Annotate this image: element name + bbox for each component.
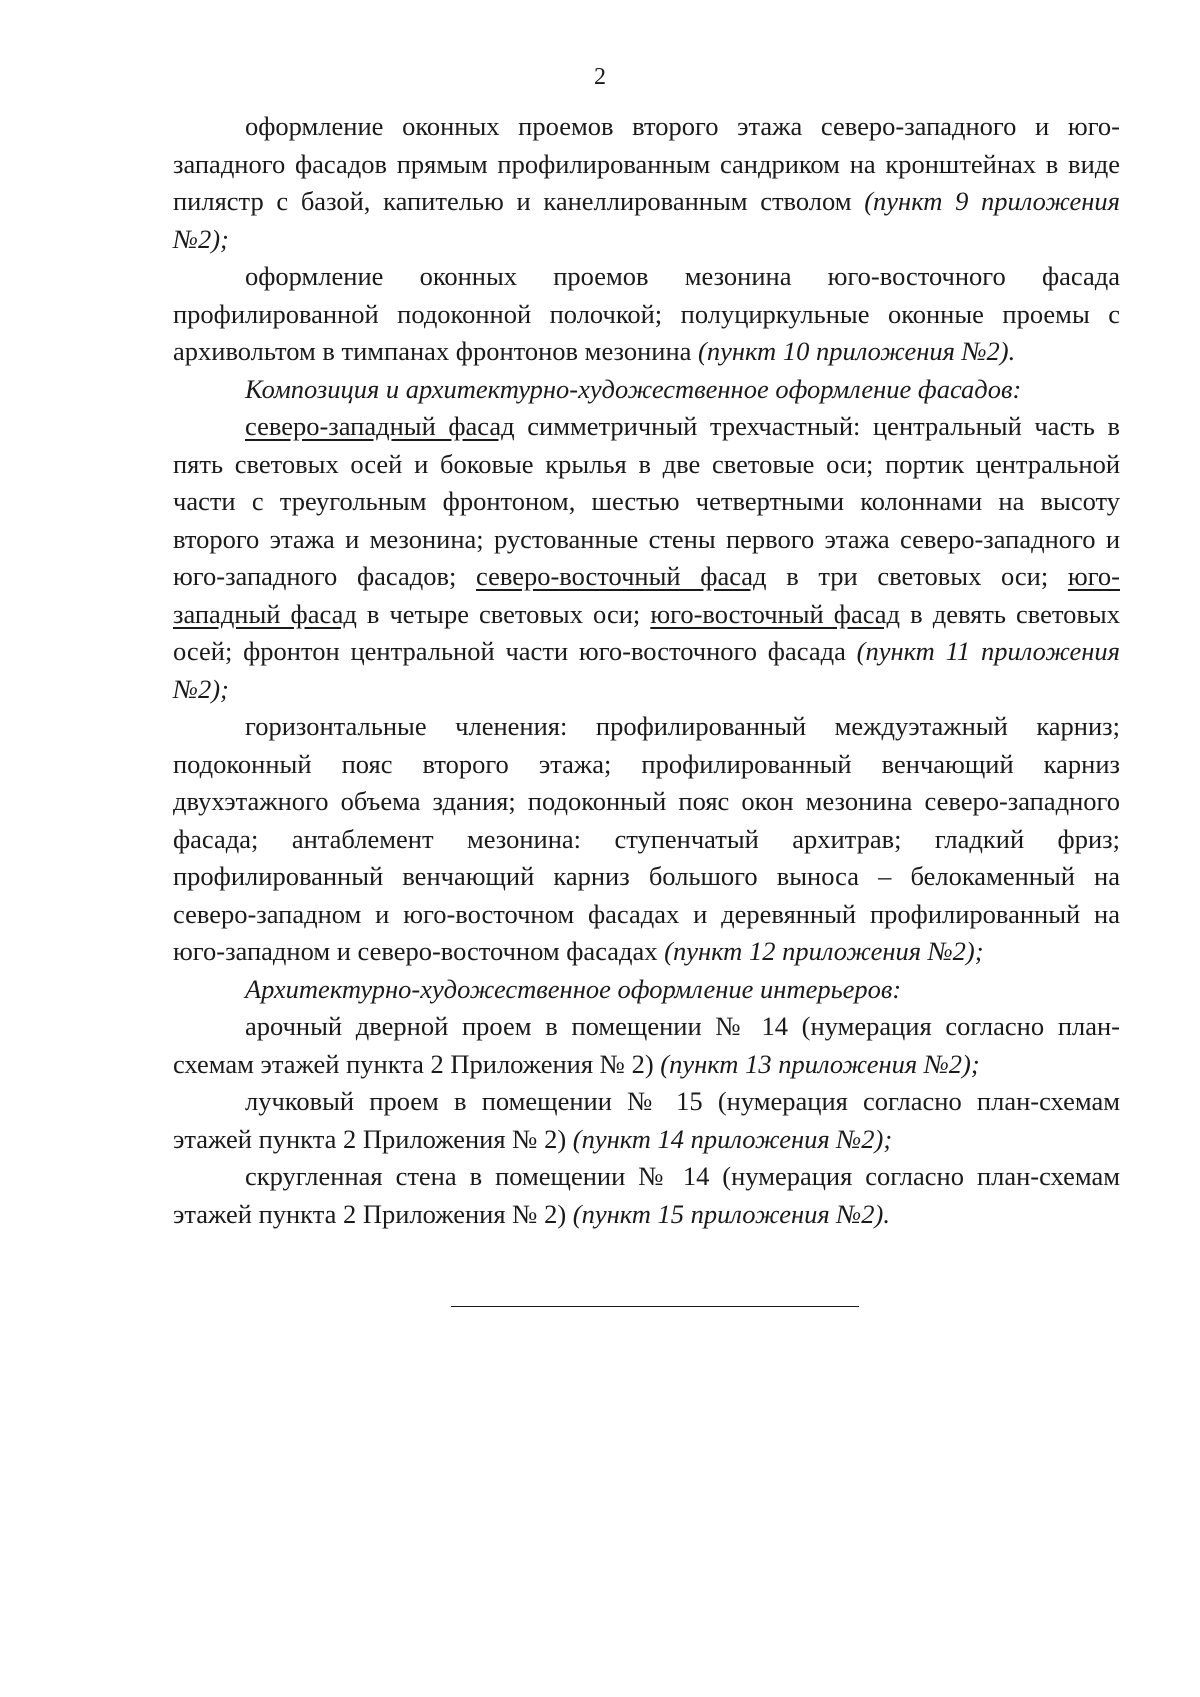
underlined-term-southeast-facade: юго-восточный фасад <box>650 598 901 629</box>
paragraph-text: в девять световых осей; фронтон центральной части юго-восточного фасада <box>173 598 1120 666</box>
paragraph-text: оформление оконных проемов мезонина юго-восточного фасада профилированной подоконной полочкой; полуциркульные оконные проемы с архивольтом в тимпанах фронтонов мезонина <box>173 261 1120 366</box>
paragraph-text: скругленная стена в помещении № 14 (нумерация согласно план-схемам этажей пункта 2 Приложения № 2) <box>173 1161 1120 1229</box>
paragraph-text: лучковый проем в помещении № 15 (нумерация согласно план-схемам этажей пункта 2 Приложения № 2) <box>173 1086 1120 1154</box>
paragraph-rounded-wall <box>173 1158 1120 1233</box>
paragraph-text: симметричный трехчастный: центральный часть в пять световых осей и боковые крылья в две световые оси; портик центральной части с треугольным фронтоном, шестью четвертными колоннами на высоту второго этажа и мезонина; рустованные стены первого этажа северо-западного и юго-западного фасадов; <box>173 411 1120 591</box>
appendix-reference: (пункт 9 приложения №2); <box>173 186 1120 254</box>
paragraph-text: арочный дверной проем в помещении № 14 (нумерация согласно план-схемам этажей пункта 2 Приложения № 2) <box>173 1011 1120 1079</box>
paragraph-text: горизонтальные членения: профилированный междуэтажный карниз; подоконный пояс второго этажа; профилированный венчающий карниз двухэтажного объема здания; подоконный пояс окон мезонина северо-западного фасада; антаблемент мезонина: ступенчатый архитрав; гладкий фриз; профилированный венчающий карниз большого выноса – белокаменный на северо-западном и юго-восточном фасадах и деревянный профилированный на юго-западном и северо-восточном фасадах <box>173 711 1120 966</box>
end-of-document-rule <box>451 1306 859 1307</box>
paragraph-text: в три световых оси; <box>766 561 1068 591</box>
paragraph-facade-composition <box>173 408 1120 708</box>
appendix-reference: (пункт 13 приложения №2); <box>660 1048 980 1079</box>
appendix-reference: (пункт 10 приложения №2). <box>698 336 1016 366</box>
paragraph-horizontal-divisions <box>173 708 1120 971</box>
page-number: 2 <box>594 64 606 90</box>
paragraph-mezzanine-window-openings <box>173 258 1120 371</box>
appendix-reference: (пункт 11 приложения №2); <box>173 636 1120 704</box>
paragraph-segmental-opening <box>173 1083 1120 1158</box>
paragraph-text: в четыре световых оси; <box>356 598 651 629</box>
underlined-term-northwest-facade: северо-западный фасад <box>245 411 515 441</box>
paragraph-window-openings-second-floor <box>173 108 1120 258</box>
appendix-reference: (пункт 12 приложения №2); <box>664 936 984 966</box>
paragraph-text: оформление оконных проемов второго этажа северо-западного и юго-западного фасадов прямым профилированным сандриком на кронштейнах в виде пилястр с базой, капителью и канеллированным стволом <box>173 111 1120 216</box>
paragraph-arched-doorway <box>173 1008 1120 1083</box>
document-body <box>173 108 1120 1233</box>
section-heading-facades: Композиция и архитектурно-художественное оформление фасадов: <box>245 373 1022 404</box>
appendix-reference: (пункт 14 приложения №2); <box>572 1123 893 1154</box>
section-heading-interiors: Архитектурно-художественное оформление интерьеров: <box>245 973 902 1004</box>
underlined-term-southwest-facade: юго-западный фасад <box>173 561 1120 629</box>
underlined-term-northeast-facade: северо-восточный фасад <box>476 561 767 591</box>
appendix-reference: (пункт 15 приложения №2). <box>572 1198 890 1229</box>
